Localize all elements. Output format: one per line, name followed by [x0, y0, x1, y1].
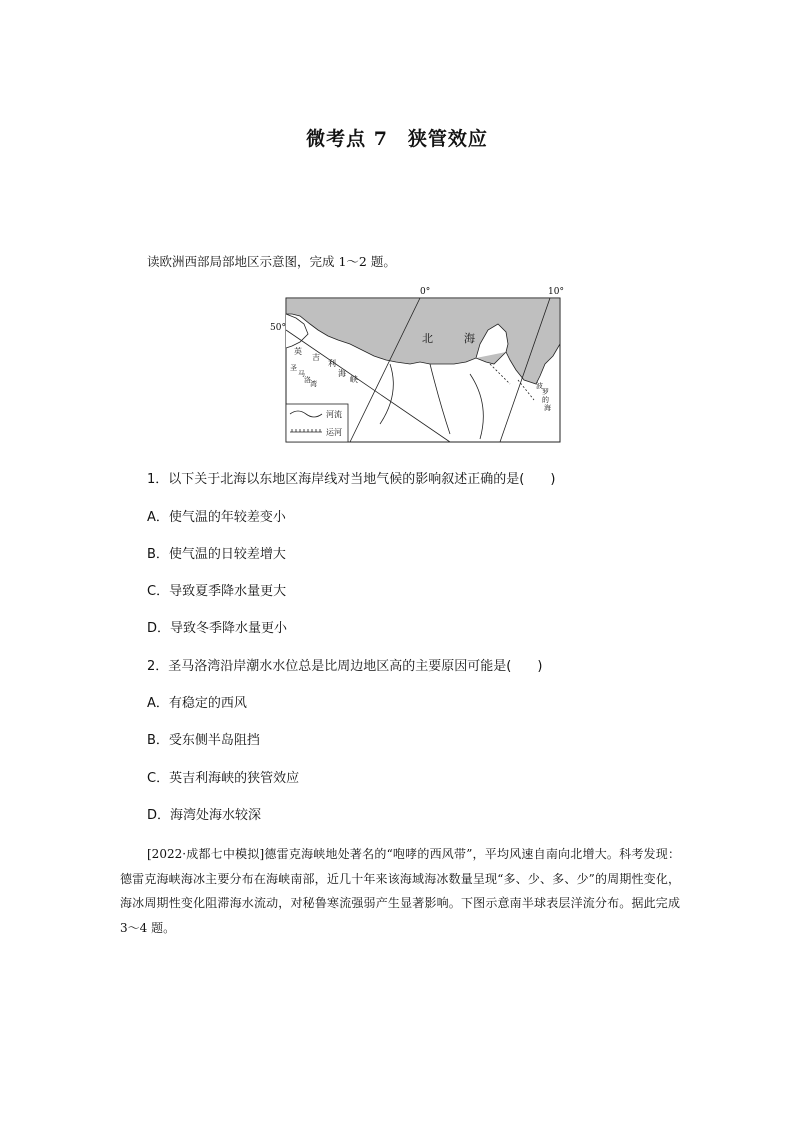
answer-option: A．有稳定的西风 [147, 696, 247, 711]
bay-label: 马 [298, 370, 305, 378]
strait-label: 利 [328, 359, 336, 368]
bay-label: 洛 [304, 376, 311, 384]
bay-label: 圣 [290, 364, 297, 372]
legend-river-label: 河流 [326, 410, 342, 419]
passage-text: [2022·成都七中模拟]德雷克海峡地处著名的“咆哮的西风带”，平均风速自南向北增大。科考发现：德雷克海峡海冰主要分布在海峡南部，近几十年来该海域海冰数量呈现“多、少、多、少”的周期性变化，海冰周期性变化阻滞海水流动，对秘鲁寒流强弱产生显著影响。下图示意南半球表层洋流分布。据此完成 3～4 题。 [120, 847, 680, 935]
strait-label: 吉 [312, 353, 320, 362]
east-sea-label: 罗 [542, 388, 549, 396]
strait-label: 海 [338, 369, 346, 378]
east-sea-label: 海 [544, 404, 551, 412]
sea-label: 北 [422, 332, 433, 345]
east-sea-label: 波 [536, 382, 543, 390]
bay-label: 湾 [310, 380, 317, 388]
answer-option: B．使气温的日较差增大 [147, 547, 286, 562]
answer-option: D．导致冬季降水量更小 [147, 621, 288, 636]
lat-label: 50° [270, 323, 286, 333]
reading-passage [120, 842, 680, 940]
sea-label: 海 [464, 332, 475, 345]
question-stem: 1．以下关于北海以东地区海岸线对当地气候的影响叙述正确的是( ) [147, 472, 556, 487]
east-sea-label: 的 [542, 396, 549, 404]
legend-canal-label: 运河 [326, 428, 342, 437]
question-stem: 2．圣马洛湾沿岸潮水水位总是比周边地区高的主要原因可能是( ) [147, 659, 543, 674]
question-intro: 读欧洲西部局部地区示意图，完成 1～2 题。 [147, 254, 396, 269]
europe-map [270, 284, 572, 444]
answer-option: C．英吉利海峡的狭管效应 [147, 771, 300, 786]
lon-label: 0° [420, 287, 431, 297]
answer-option: A．使气温的年较差变小 [147, 510, 286, 525]
page-title: 微考点 7 狭管效应 [306, 128, 488, 150]
strait-label: 英 [294, 347, 302, 356]
answer-option: D．海湾处海水较深 [147, 808, 262, 823]
strait-label: 峡 [350, 375, 358, 384]
answer-option: B．受东侧半岛阻挡 [147, 733, 260, 748]
lon-label: 10° [548, 287, 564, 297]
answer-option: C．导致夏季降水量更大 [147, 584, 287, 599]
